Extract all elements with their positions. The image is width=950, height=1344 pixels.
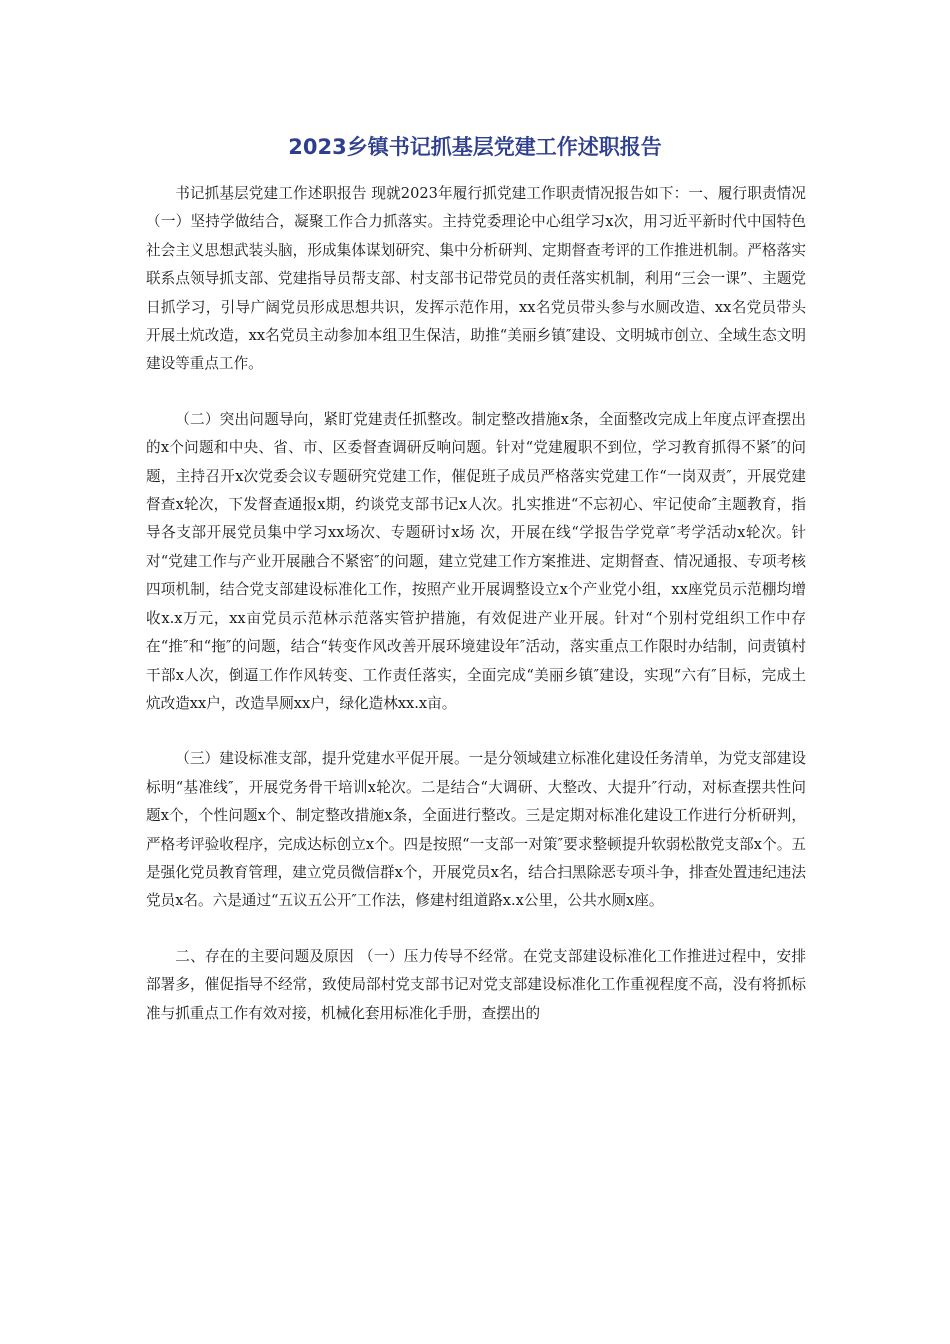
paragraph-3: （三）建设标准支部，提升党建水平促开展。一是分领域建立标准化建设任务清单，为党支部建设标明“基准线″，开展党务骨干培训x轮次。二是结合“大调研、大整改、大提升″行动，对标查摆共性问题x个，个性问题x个、制定整改措施x条，全面进行整改。三是定期对标准化建设工作进行分析研判，严格考评验收程序，完成达标创立x个。四是按照“一支部一对策″要求整顿提升软弱松散党支部x个。五是强化党员教育管理，建立党员微信群x个，开展党员x名，结合扫黑除恶专项斗争，排查处置违纪违法党员x名。六是通过“五议五公开″工作法，修建村组道路x.x公里，公共水厕x座。 xyxy=(146,750,806,910)
document-body xyxy=(146,180,806,1055)
document-title: 2023乡镇书记抓基层党建工作述职报告 xyxy=(288,135,662,159)
paragraph-1: 书记抓基层党建工作述职报告 现就2023年履行抓党建工作职责情况报告如下：一、履行职责情况 （一）坚持学做结合，凝聚工作合力抓落实。主持党委理论中心组学习x次，用习近平新时代中国特色社会主义思想武装头脑，形成集体谋划研究、集中分析研判、定期督查考评的工作推进机制。严格落实联系点领导抓支部、党建指导员帮支部、村支部书记带党员的责任落实机制，利用“三会一课”、主题党日抓学习，引导广阔党员形成思想共识，发挥示范作用，xx名党员带头参与水厕改造、xx名党员带头开展土炕改造，xx名党员主动参加本组卫生保洁，助推“美丽乡镇″建设、文明城市创立、全域生态文明建设等重点工作。 xyxy=(146,185,806,373)
paragraph-2: （二）突出问题导向，紧盯党建责任抓整改。制定整改措施x条，全面整改完成上年度点评查摆出的x个问题和中央、省、市、区委督查调研反响问题。针对“党建履职不到位，学习教育抓得不紧″的问题，主持召开x次党委会议专题研究党建工作，催促班子成员严格落实党建工作“一岗双责″，开展党建督查x轮次，下发督查通报x期，约谈党支部书记x人次。扎实推进“不忘初心、牢记使命″主题教育，指导各支部开展党员集中学习xx场次、专题研讨x场 次，开展在线“学报告学党章″考学活动x轮次。针对“党建工作与产业开展融合不紧密″的问题，建立党建工作方案推进、定期督查、情况通报、专项考核四项机制，结合党支部建设标准化工作，按照产业开展调整设立x个产业党小组，xx座党员示范棚均增收x.x万元，xx亩党员示范林示范落实管护措施，有效促进产业开展。针对“个别村党组织工作中存在“推″和“拖″的问题，结合“转变作风改善开展环境建设年″活动，落实重点工作限时办结制，问责镇村干部x人次，倒逼工作作风转变、工作责任落实，全面完成“美丽乡镇″建设，实现“六有″目标，完成土炕改造xx户，改造旱厕xx户，绿化造林xx.x亩。 xyxy=(146,410,806,712)
paragraph-4: 二、存在的主要问题及原因 （一）压力传导不经常。在党支部建设标准化工作推进过程中，安排部署多，催促指导不经常，致使局部村党支部书记对党支部建设标准化工作重视程度不高，没有将抓标准与抓重点工作有效对接，机械化套用标准化手册，查摆出的 xyxy=(146,947,806,1022)
